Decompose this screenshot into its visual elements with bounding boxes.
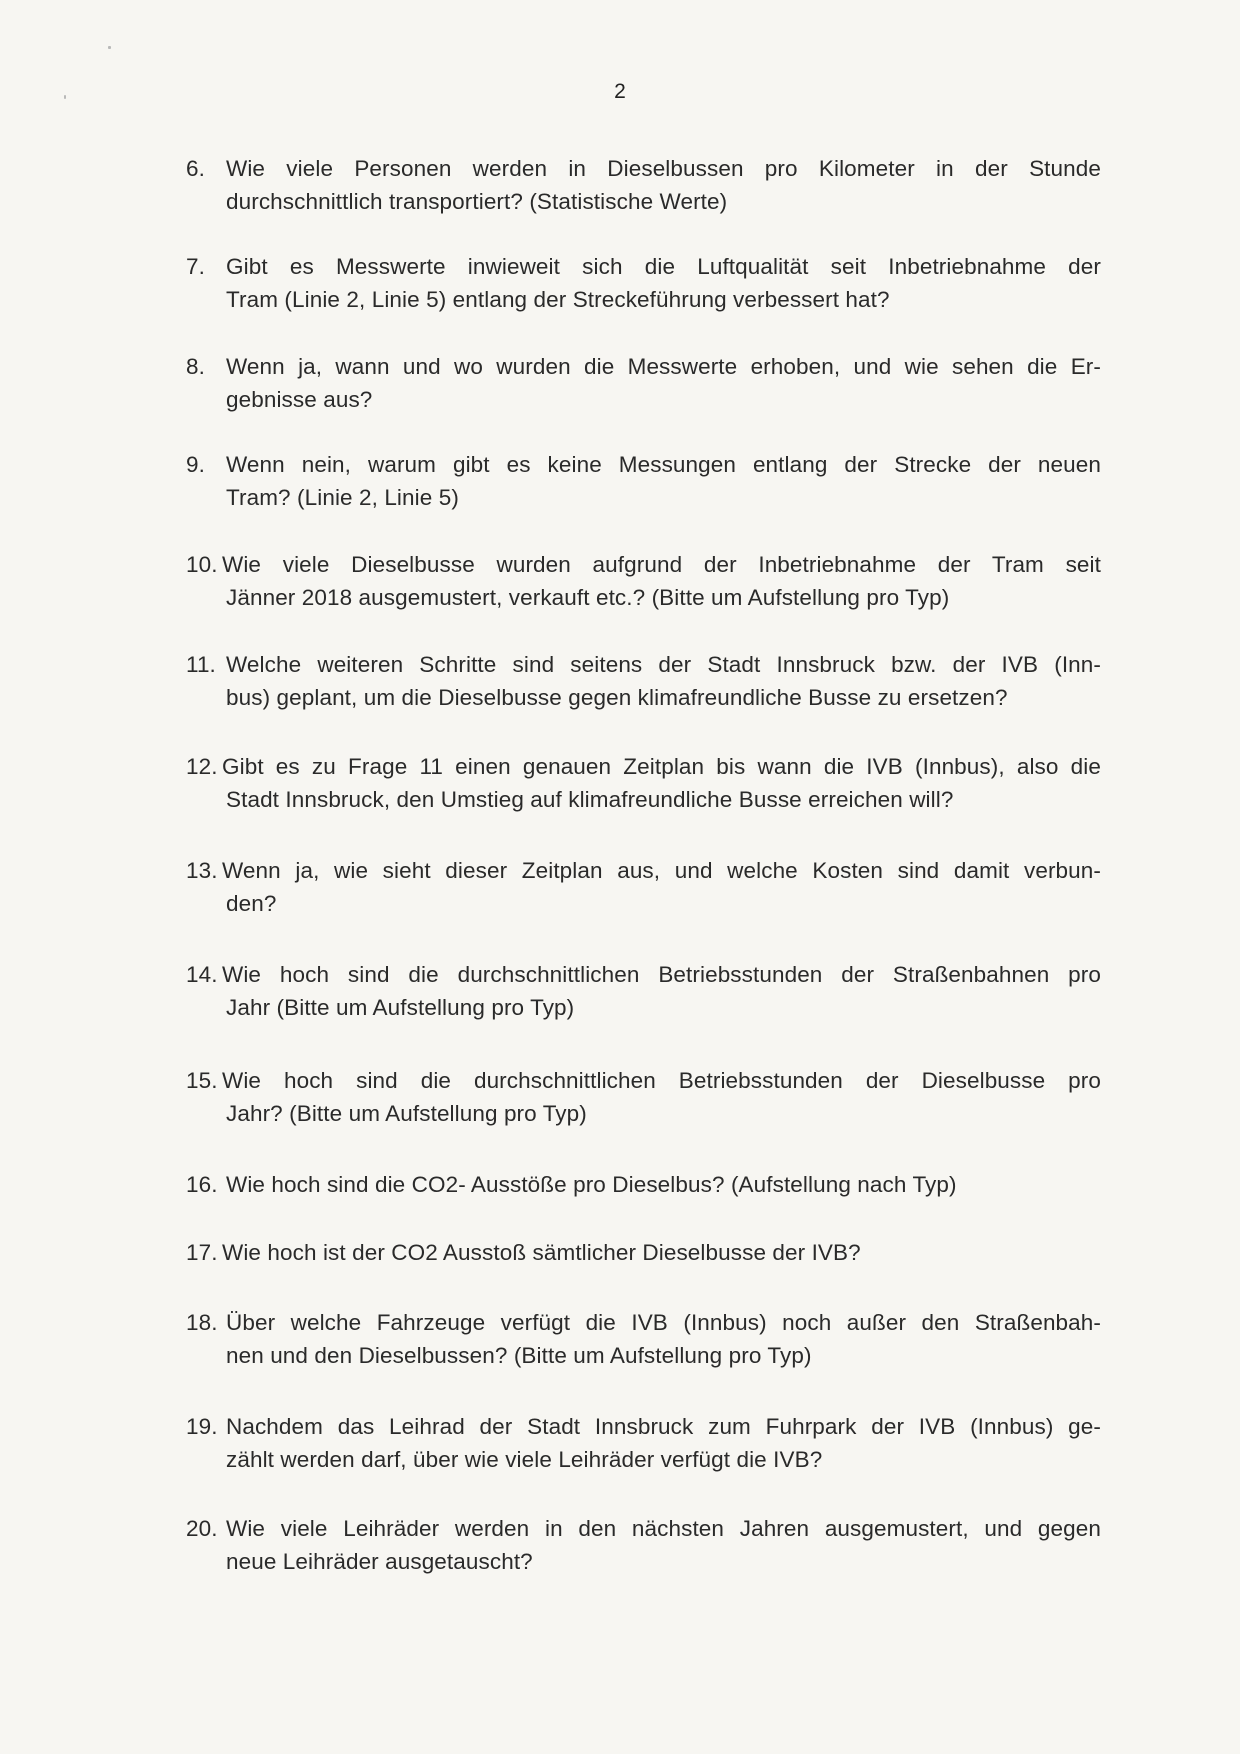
question-item xyxy=(186,350,1101,416)
question-text-line: Wie hoch sind die CO2- Ausstöße pro Dieselbus? (Aufstellung nach Typ) xyxy=(226,1172,957,1197)
question-text-line: Tram (Linie 2, Linie 5) entlang der Streckeführung verbessert hat? xyxy=(226,287,890,312)
question-text-line: Gibt es Messwerte inwieweit sich die Luftqualität seit Inbetriebnahme der xyxy=(226,254,1101,279)
scan-speck xyxy=(108,46,111,49)
question-text-line: Wie hoch ist der CO2 Ausstoß sämtlicher Dieselbusse der IVB? xyxy=(222,1240,861,1265)
question-text-line: Gibt es zu Frage 11 einen genauen Zeitplan bis wann die IVB (Innbus), also die xyxy=(222,754,1101,779)
question-number: 20. xyxy=(186,1516,218,1541)
question-text-line: Wenn nein, warum gibt es keine Messungen entlang der Strecke der neuen xyxy=(226,452,1101,477)
question-number: 10. xyxy=(186,552,218,577)
question-number: 18. xyxy=(186,1310,218,1335)
question-text-line: Wenn ja, wann und wo wurden die Messwerte erhoben, und wie sehen die Er- xyxy=(226,354,1101,379)
question-text-line: Wie viele Dieselbusse wurden aufgrund der Inbetriebnahme der Tram seit xyxy=(222,552,1101,577)
question-number: 11. xyxy=(186,652,216,677)
question-number: 8. xyxy=(186,354,205,379)
question-item xyxy=(186,1306,1101,1372)
question-item xyxy=(186,1512,1101,1578)
question-item xyxy=(186,448,1101,514)
question-text-line: Wie viele Personen werden in Dieselbussen pro Kilometer in der Stunde xyxy=(226,156,1101,181)
question-item xyxy=(186,750,1101,816)
question-text-line: zählt werden darf, über wie viele Leihräder verfügt die IVB? xyxy=(226,1447,823,1472)
question-item xyxy=(186,1064,1101,1130)
question-text-line: Tram? (Linie 2, Linie 5) xyxy=(226,485,459,510)
question-number: 13. xyxy=(186,858,218,883)
question-item xyxy=(186,250,1101,316)
question-text-line: Jahr? (Bitte um Aufstellung pro Typ) xyxy=(226,1101,587,1126)
question-number: 14. xyxy=(186,962,218,987)
question-text-line: den? xyxy=(226,891,277,916)
question-item xyxy=(186,152,1101,218)
question-text-line: Wie hoch sind die durchschnittlichen Betriebsstunden der Dieselbusse pro xyxy=(222,1068,1101,1093)
question-text-line: durchschnittlich transportiert? (Statistische Werte) xyxy=(226,189,728,214)
question-item xyxy=(186,1410,1101,1476)
question-text-line: Wie viele Leihräder werden in den nächsten Jahren ausgemustert, und gegen xyxy=(226,1516,1101,1541)
question-text-line: Jänner 2018 ausgemustert, verkauft etc.? (Bitte um Aufstellung pro Typ) xyxy=(226,585,950,610)
question-number: 7. xyxy=(186,254,205,279)
question-number: 19. xyxy=(186,1414,218,1439)
question-number: 9. xyxy=(186,452,205,477)
question-text-line: Wenn ja, wie sieht dieser Zeitplan aus, und welche Kosten sind damit verbun- xyxy=(222,858,1101,883)
question-item xyxy=(186,854,1101,920)
question-number: 6. xyxy=(186,156,205,181)
question-text-line: Nachdem das Leihrad der Stadt Innsbruck zum Fuhrpark der IVB (Innbus) ge- xyxy=(226,1414,1101,1439)
question-number: 15. xyxy=(186,1068,218,1093)
question-item xyxy=(186,1236,1101,1269)
question-text-line: bus) geplant, um die Dieselbusse gegen klimafreundliche Busse zu ersetzen? xyxy=(226,685,1008,710)
question-text-line: Jahr (Bitte um Aufstellung pro Typ) xyxy=(226,995,575,1020)
question-number: 17. xyxy=(186,1240,218,1265)
question-text-line: nen und den Dieselbussen? (Bitte um Aufstellung pro Typ) xyxy=(226,1343,812,1368)
question-text-line: gebnisse aus? xyxy=(226,387,373,412)
question-text-line: Wie hoch sind die durchschnittlichen Betriebsstunden der Straßenbahnen pro xyxy=(222,962,1101,987)
question-number: 16. xyxy=(186,1172,218,1197)
question-number: 12. xyxy=(186,754,218,779)
page-number: 2 xyxy=(614,80,626,103)
question-text-line: Über welche Fahrzeuge verfügt die IVB (Innbus) noch außer den Straßenbah- xyxy=(226,1310,1101,1335)
question-item xyxy=(186,548,1101,614)
question-item xyxy=(186,1168,1101,1201)
question-text-line: Stadt Innsbruck, den Umstieg auf klimafreundliche Busse erreichen will? xyxy=(226,787,954,812)
question-text-line: Welche weiteren Schritte sind seitens der Stadt Innsbruck bzw. der IVB (Inn- xyxy=(226,652,1101,677)
question-item xyxy=(186,958,1101,1024)
question-item xyxy=(186,648,1101,714)
question-text-line: neue Leihräder ausgetauscht? xyxy=(226,1549,533,1574)
